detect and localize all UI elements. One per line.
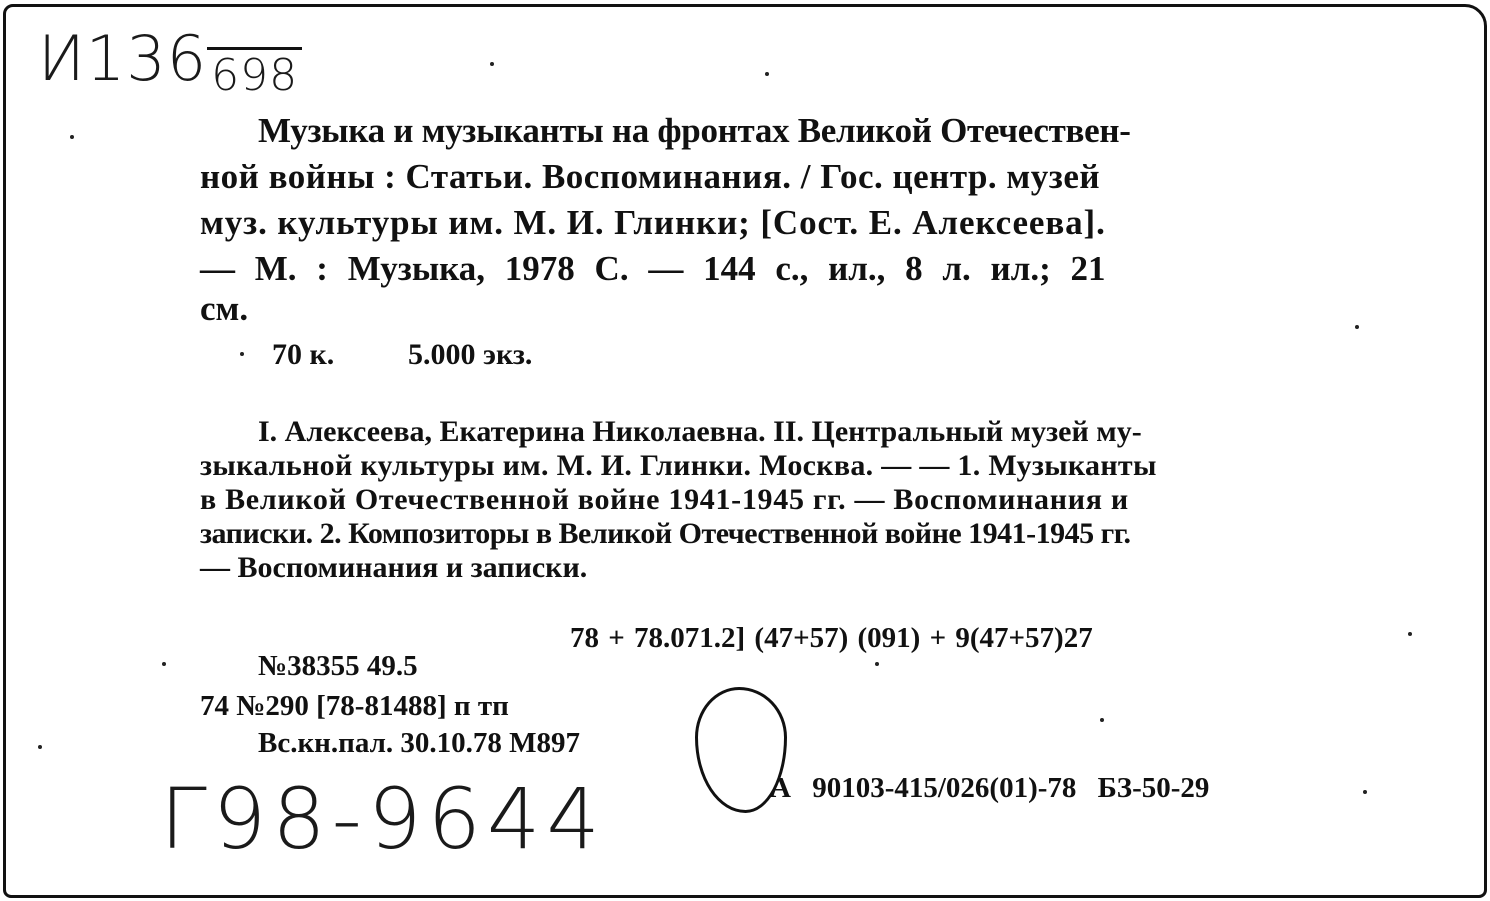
main-entry-line-3: муз. культуры им. М. И. Глинки; [Сост. Е. Алексеева]. <box>200 203 1106 242</box>
handwritten-inventory-number: Г98-9644 <box>160 770 606 868</box>
speck <box>162 662 166 666</box>
speck <box>240 352 244 356</box>
speck <box>1355 325 1359 329</box>
speck <box>490 62 494 66</box>
handwritten-fraction: 698 <box>207 47 302 101</box>
subject-line-1: I. Алексеева, Екатерина Николаевна. II. Центральный музей му- <box>258 415 1142 448</box>
record-line-3: Вс.кн.пал. 30.10.78 М897 <box>258 727 580 759</box>
handwritten-prefix: И136 <box>38 22 208 95</box>
speck <box>1100 718 1104 722</box>
speck <box>765 72 769 76</box>
subject-line-5: — Воспоминания и записки. <box>200 551 588 584</box>
price: 70 к. <box>272 338 335 371</box>
main-entry-line-5: см. <box>200 289 249 328</box>
handwritten-call-number <box>38 22 302 101</box>
subject-line-2: зыкальной культуры им. М. И. Глинки. Москва. — — 1. Музыканты <box>200 449 1157 482</box>
classification-index: 78 + 78.071.2] (47+57) (091) + 9(47+57)27 <box>570 622 1093 654</box>
copies: 5.000 экз. <box>408 338 533 371</box>
subject-line-3: в Великой Отечественной войне 1941-1945 гг. — Воспоминания и <box>200 483 1129 516</box>
record-line-1: №38355 49.5 <box>258 650 418 682</box>
subject-line-4: записки. 2. Композиторы в Великой Отечественной войне 1941-1945 гг. <box>200 517 1131 550</box>
speck <box>70 135 74 139</box>
main-entry-line-2: ной войны : Статьи. Воспоминания. / Гос. центр. музей <box>200 157 1101 196</box>
speck <box>875 662 879 666</box>
main-entry-line-1: Музыка и музыканты на фронтах Великой Отечествен- <box>258 111 1131 150</box>
speck <box>1363 790 1367 794</box>
main-entry-line-4: — М. : Музыка, 1978 С. — 144 с., ил., 8 л. ил.; 21 <box>200 249 1106 288</box>
speck <box>1408 632 1412 636</box>
record-line-2: 74 №290 [78-81488] п тп <box>200 690 509 722</box>
speck <box>38 745 42 749</box>
bottom-code: А 90103-415/026(01)-78 БЗ-50-29 <box>770 772 1210 804</box>
